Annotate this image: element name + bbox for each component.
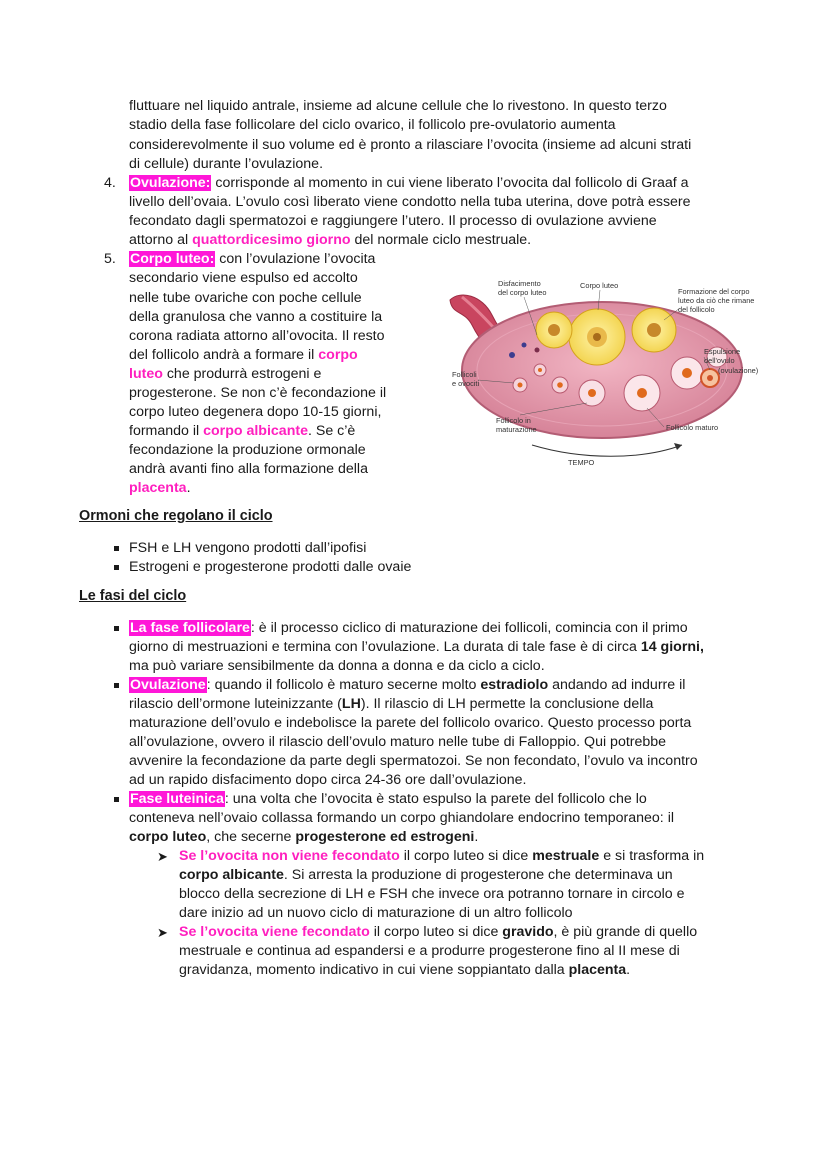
term-luteo: luteo [129,366,163,382]
ovulazione-line-2a: rilascio dell’ormone luteinizzante ( [129,696,342,712]
luteinica-corpo-luteo: corpo luteo [129,829,207,845]
follicolare-line-2-text: giorno di mestruazioni e termina con l’ovulazione. La durata di tale fase è di circa [129,639,641,655]
sub1-line-2b: . Si arresta la produzione di progesterone che determinava un [283,867,673,883]
term-quattordicesimo-giorno: quattordicesimo giorno [192,232,351,248]
item5-line-6a: del follicolo andrà a formare il [129,347,319,363]
bullet-icon [114,797,119,802]
intro-line-2: stadio della fase follicolare del ciclo ovarico, il follicolo pre-ovulatorio aumenta [129,117,616,133]
follicolare-line-1-text: : è il processo ciclico di maturazione dei follicoli, comincia con il primo [250,620,688,636]
luteinica-line-2: conteneva nell’ovaio collassa formando un corpo ghiandolare endocrino temporaneo: il [129,810,674,826]
item5-line-6 [129,346,358,365]
label-follicoli-1: Follicoli [452,370,477,379]
ovulazione-line-1b: andando ad indurre il [548,677,686,693]
sub2-line-1a: il corpo luteo si dice [369,924,503,940]
item5-line-8: progesterone. Se non c’è fecondazione il [129,385,387,401]
item5-line-12: andrà avanti fino alla formazione della [129,461,368,477]
sub1-condition: Se l’ovocita non viene fecondato [179,848,400,864]
luteinica-line-1 [129,790,647,809]
item5-line-5: corona radiata attorno all’ovocita. Il resto [129,328,385,344]
sub1-mestruale: mestruale [532,848,600,864]
item4-line-3: fecondato dagli spermatozoi e raggiungere l’utero. Il processo di ovulazione avviene [129,213,657,229]
intro-line-3: considerevolmente il suo volume ed è pronto a rilasciare l’ovocita (insieme ad alcuni strati [129,137,692,153]
item4-line-1-text: corrisponde al momento in cui viene liberato l’ovocita dal follicolo di Graaf a [211,175,689,191]
item4-line-2: livello dell’ovaia. L’ovulo così liberato viene condotto nella tuba uterina, dove potrà essere [129,194,691,210]
follicolare-line-3: ma può variare sensibilmente da donna a donna e da ciclo a ciclo. [129,658,545,674]
luteinica-progesterone: progesterone ed estrogeni [295,829,475,845]
follicolare-line-1 [129,619,688,638]
sub2-gravido: gravido [502,924,554,940]
arrow-bullet-icon: ➤ [157,849,168,864]
term-corpo: corpo [318,347,358,363]
luteinica-line-3b: . [474,829,479,845]
ovarian-cycle-figure [442,275,772,475]
label-formazione-3: del follicolo [678,305,715,314]
term-fase-luteinica: Fase luteinica [130,791,224,807]
item5-line-13b: . [186,480,191,496]
sub2-line-2: mestruale e continua ad espandersi e a produrre progesterone fino al II mese di [179,943,680,959]
label-maturazione-2: maturazione [496,425,537,434]
bullet-icon [114,683,119,688]
sub2-line-1b: , è più grande di quello [553,924,698,940]
sub2-line-3a: gravidanza, momento indicativo in cui viene soppiantato dalla [179,962,569,978]
sub2-placenta: placenta [568,962,627,978]
ormoni-item-1: FSH e LH vengono prodotti dall’ipofisi [129,540,367,556]
term-corpo-albicante: corpo albicante [203,423,308,439]
sub2-line-3 [179,961,630,980]
term-ovulazione-fase: Ovulazione [130,677,206,693]
sub2-condition: Se l’ovocita viene fecondato [179,924,370,940]
sub1-line-2 [179,866,673,885]
item5-line-10 [129,422,355,441]
item5-line-9: corpo luteo degenera dopo 10-15 giorni, [129,404,382,420]
item5-line-2: secondario viene espulso ed accolto [129,270,358,286]
item5-line-1 [129,250,375,269]
ormoni-item-2: Estrogeni e progesterone prodotti dalle ovaie [129,559,412,575]
term-corpo-luteo: Corpo luteo: [130,251,215,267]
item4-line-4 [129,231,531,250]
bullet-icon [114,626,119,631]
sub1-corpo-albicante: corpo albicante [179,867,284,883]
luteinica-line-3a: , che secerne [206,829,296,845]
label-disfacimento-2: del corpo luteo [498,288,547,297]
heading-fasi: Le fasi del ciclo [79,588,187,604]
term-placenta: placenta [129,480,187,496]
ovulazione-line-2 [129,695,653,714]
ovulazione-estradiolo: estradiolo [480,677,549,693]
sub1-line-3: blocco della secrezione di LH e FSH che invece ora potranno tornare in circolo e [179,886,685,902]
sub1-line-1 [179,847,704,866]
bullet-icon [114,546,119,551]
term-ovulazione: Ovulazione: [130,175,211,191]
label-espulsione-3: (ovulazione) [718,366,759,375]
follicolare-line-2 [129,638,704,657]
list-number-5: 5. [104,251,116,267]
label-follicoli-2: e ovociti [452,379,480,388]
ovulazione-line-4: all’ovulazione, ovvero il rilascio dell’ovulo maturo nelle tube di Falloppio. Qui potrebbe [129,734,667,750]
ovulazione-line-6: ad un rapido disfacimento dopo circa 24-36 ore dall’ovulazione. [129,772,527,788]
item4-line-4a: attorno al [129,232,193,248]
list-number-4: 4. [104,175,116,191]
sub1-line-1b: e si trasforma in [599,848,705,864]
term-fase-follicolare: La fase follicolare [130,620,250,636]
label-maturazione-1: Follicolo in [496,416,531,425]
item5-line-11: fecondazione la produzione ormonale [129,442,366,458]
label-formazione-2: luteo da ciò che rimane [678,296,755,305]
item5-line-4: della granulosa che vanno a costituire la [129,309,383,325]
luteinica-line-3 [129,828,478,847]
sub2-line-3b: . [626,962,631,978]
sub1-line-4: dare inizio ad un nuovo ciclo di maturazione di un altro follicolo [179,905,573,921]
heading-ormoni: Ormoni che regolano il ciclo [79,508,273,524]
item5-line-13 [129,479,191,498]
item5-line-10a: formando il [129,423,204,439]
intro-line-1: fluttuare nel liquido antrale, insieme ad alcune cellule che lo rivestono. In questo terzo [129,98,667,114]
item5-line-7b: che produrrà estrogeni e [162,366,322,382]
ovulazione-line-1 [129,676,685,695]
item4-line-1 [129,174,689,193]
item5-line-1-text: con l’ovulazione l’ovocita [215,251,376,267]
item5-line-10b: . Se c’è [307,423,356,439]
follicolare-14-giorni: 14 giorni, [640,639,704,655]
ovulazione-line-1a: : quando il follicolo è maturo secerne molto [206,677,481,693]
item5-line-7 [129,365,321,384]
label-formazione-1: Formazione del corpo [678,287,750,296]
arrow-bullet-icon: ➤ [157,925,168,940]
label-espulsione-2: dell'ovulo [704,356,735,365]
luteinica-line-1-text: : una volta che l’ovocita è stato espulso la parete del follicolo che lo [224,791,647,807]
label-follicolo-maturo: Follicolo maturo [666,423,719,432]
label-corpo-luteo: Corpo luteo [580,281,619,290]
ovulazione-line-2b: ). Il rilascio di LH permette la conclusione della [360,696,654,712]
label-espulsione-1: Espulsione [704,347,741,356]
sub2-line-1 [179,923,697,942]
ovulazione-lh: LH [341,696,361,712]
bullet-icon [114,565,119,570]
item5-line-3: nelle tube ovariche con poche cellule [129,290,362,306]
label-disfacimento-1: Disfacimento [498,279,541,288]
intro-line-4: di cellule) durante l’ovulazione. [129,156,324,172]
item4-line-4b: del normale ciclo mestruale. [350,232,532,248]
ovulazione-line-5: avvenire la fecondazione da parte degli spermatozoi. Se non fecondato, l’ovulo va incontro [129,753,698,769]
sub1-line-1a: il corpo luteo si dice [399,848,533,864]
label-tempo: TEMPO [568,458,595,467]
ovulazione-line-3: maturazione dell’ovulo e indebolisce la parete del follicolo ovarico. Questo processo porta [129,715,692,731]
